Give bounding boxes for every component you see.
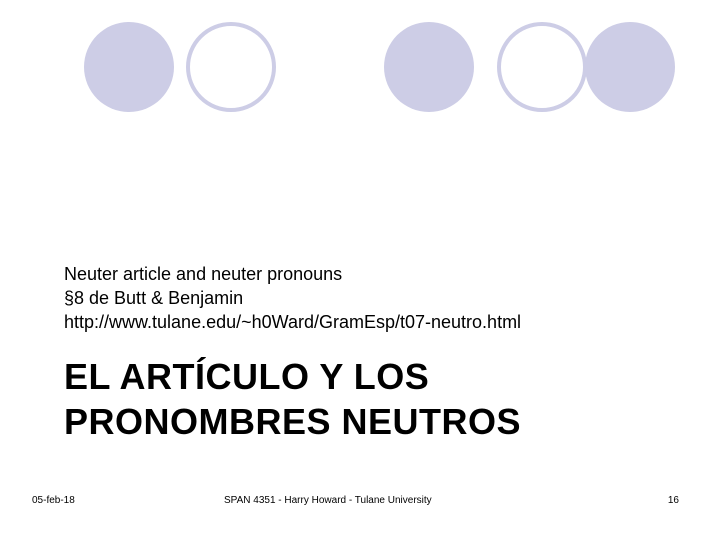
subtitle-url: http://www.tulane.edu/~h0Ward/GramEsp/t07-neutro.html (64, 312, 522, 332)
decorative-circle-ring (186, 22, 276, 112)
footer-date: 05-feb-18 (32, 495, 75, 506)
decorative-circle-ring (497, 22, 587, 112)
slide-title (64, 354, 684, 444)
footer-text: SPAN 4351 - Harry Howard - Tulane University (224, 495, 432, 506)
slide-subtitle (64, 262, 684, 334)
decorative-circle-filled (384, 22, 474, 112)
title-line: PRONOMBRES NEUTROS (64, 401, 522, 442)
decorative-circle-filled (585, 22, 675, 112)
subtitle-line: §8 de Butt & Benjamin (64, 288, 244, 308)
slide-number: 16 (667, 495, 679, 506)
subtitle-line: Neuter article and neuter pronouns (64, 264, 343, 284)
decorative-circle-filled (84, 22, 174, 112)
title-line: EL ARTÍCULO Y LOS (64, 356, 430, 397)
